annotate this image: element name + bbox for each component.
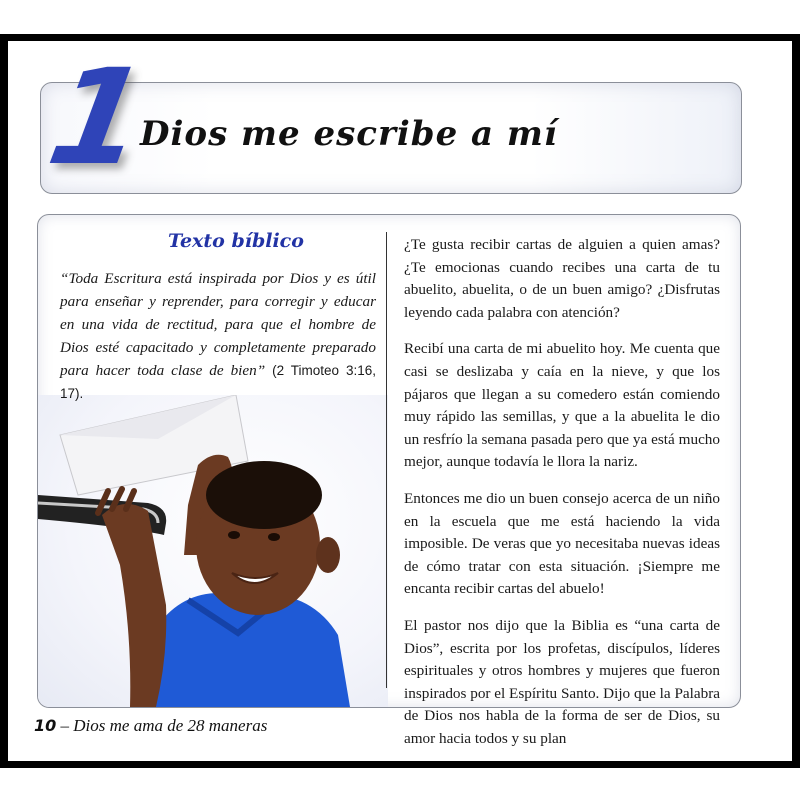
paragraph: Entonces me dio un buen consejo acerca de un niño en la escuela que me está haciendo la vida imposible. De veras que yo necesitaba nuevas ideas de cómo tratar con esta situación. ¡Siempre me encanta recibir cartas del abuelo! <box>404 489 720 598</box>
scripture-heading: Texto bíblico <box>168 230 304 252</box>
scripture-quote-block <box>60 267 376 405</box>
chapter-title: Dios me escribe a mí <box>140 114 558 154</box>
chapter-number: 1 <box>38 41 158 195</box>
book-title: Dios me ama de 28 maneras <box>73 716 268 735</box>
paragraph: Recibí una carta de mi abuelito hoy. Me cuenta que casi se deslizaba y caía en la nieve, y que los pájaros que llegan a su comedero están comiendo muy rápido las semillas, y que a la abuelita le dio un resfrío la semana pasada pero que ya está mucho mejor, aunque todavía le llora la nariz. <box>404 340 720 471</box>
scripture-reference: (2 Timoteo 3:16, 17). <box>60 363 376 401</box>
child-illustration <box>38 395 388 707</box>
page-footer <box>34 716 267 736</box>
child-with-letter-photo <box>38 395 388 707</box>
footer-separator: – <box>60 716 70 735</box>
paragraph: El pastor nos dijo que la Biblia es “una carta de Dios”, escrita por los profetas, discípulos, líderes espirituales y otros hombres y mujeres que fueron inspirados por el Espíritu Santo. Dijo que la Palabra de Dios nos habla de la forma de ser de Dios, su amor hacia todos y su plan <box>404 616 720 747</box>
body-text <box>404 234 720 764</box>
paragraph: ¿Te gusta recibir cartas de alguien a quien amas? ¿Te emocionas cuando recibes una carta de tu abuelito, abuelita, o de un buen amigo? ¿Disfrutas leyendo cada palabra con atención? <box>404 236 720 321</box>
page-number: 10 <box>34 716 57 735</box>
column-divider <box>386 232 387 688</box>
scripture-quote: “Toda Escritura está inspirada por Dios y es útil para enseñar y reprender, para corregir y educar en una vida de rectitud, para que el hombre de Dios esté capacitado y completamente preparado para hacer toda clase de bien” <box>60 270 376 379</box>
